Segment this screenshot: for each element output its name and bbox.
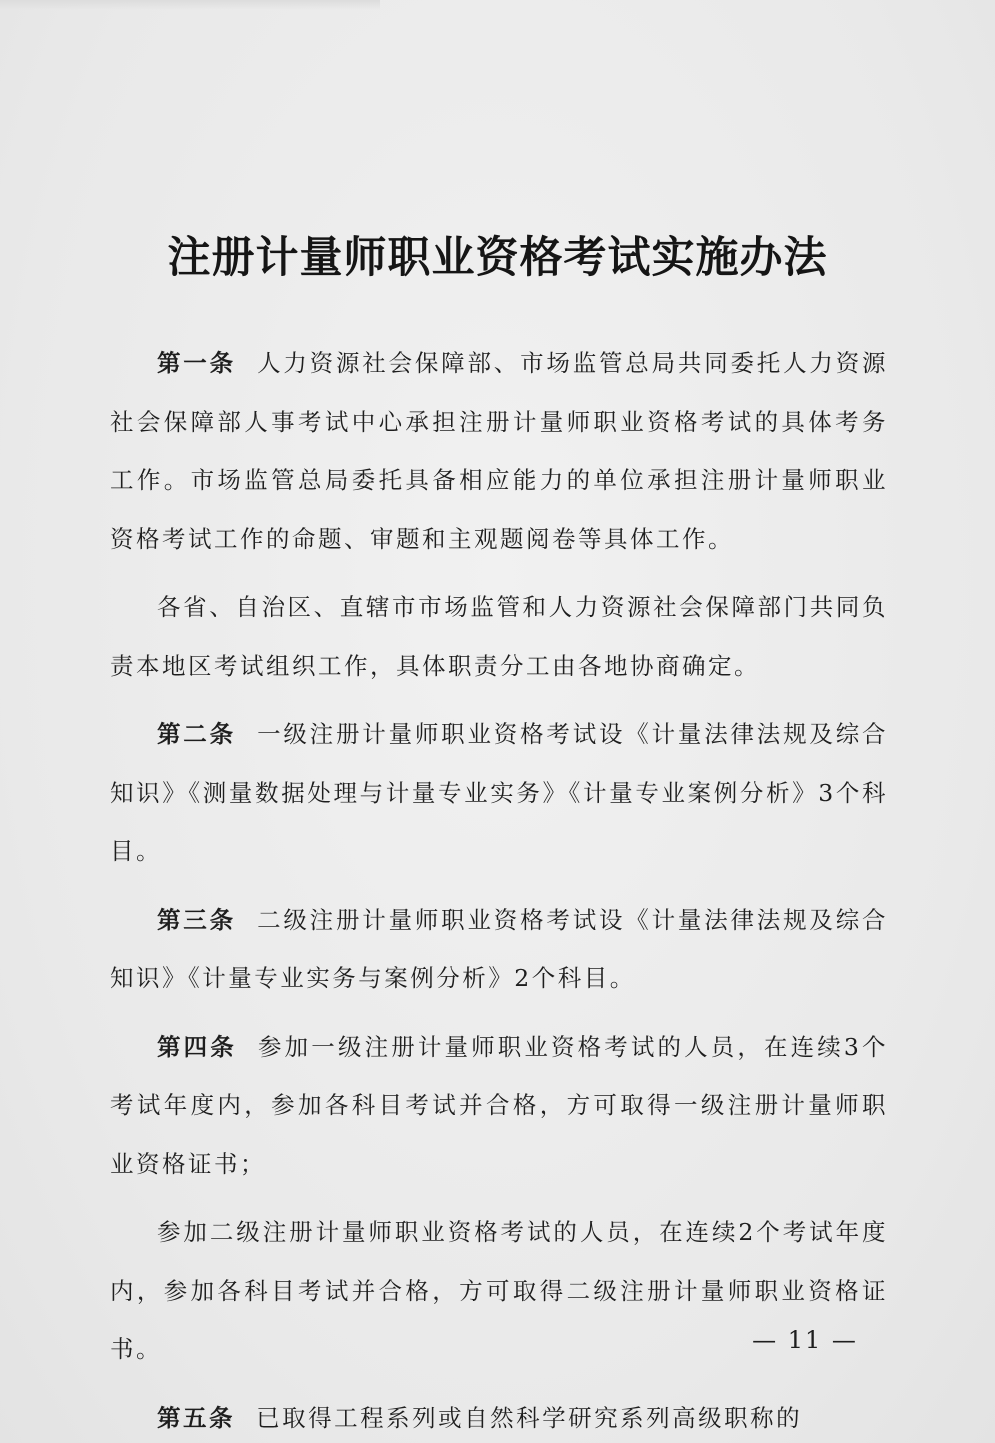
- page-number: — 11 —: [752, 1326, 858, 1354]
- article-2-label: 第二条: [157, 720, 236, 748]
- article-1-text: 人力资源社会保障部、市场监管总局共同委托人力资源社会保障部人事考试中心承担注册计量师职业资格考试的具体考务工作。市场监管总局委托具备相应能力的单位承担注册计量师职业资格考试工作的命题、审题和主观题阅卷等具体工作。: [110, 349, 889, 553]
- article-1-second-paragraph: [110, 578, 888, 695]
- article-5-label: 第五条: [157, 1403, 235, 1432]
- scan-shadow: [0, 0, 380, 10]
- document-title: 注册计量师职业资格考试实施办法: [167, 233, 828, 283]
- article-3-text: 二级注册计量师职业资格考试设《计量法律法规及综合知识》《计量专业实务与案例分析》2个科目。: [110, 905, 889, 992]
- article-4-paragraph: [110, 1018, 888, 1194]
- article-1-second-text: 各省、自治区、直辖市市场监管和人力资源社会保障部门共同负责本地区考试组织工作，具体职责分工由各地协商确定。: [110, 593, 888, 680]
- document-body: [110, 334, 888, 1443]
- article-5-paragraph: [110, 1389, 888, 1443]
- article-5-text: 已取得工程系列或自然科学研究系列高级职称的: [256, 1403, 803, 1432]
- article-4-second-text: 参加二级注册计量师职业资格考试的人员，在连续2个考试年度内，参加各科目考试并合格，方可取得二级注册计量师职业资格证书。: [110, 1218, 888, 1363]
- article-3-paragraph: [110, 891, 888, 1008]
- article-4-text: 参加一级注册计量师职业资格考试的人员，在连续3个考试年度内，参加各科目考试并合格，方可取得一级注册计量师职业资格证书；: [110, 1032, 889, 1178]
- article-4-label: 第四条: [157, 1032, 237, 1061]
- article-2-text: 一级注册计量师职业资格考试设《计量法律法规及综合知识》《测量数据处理与计量专业实务》《计量专业案例分析》3个科目。: [110, 720, 889, 865]
- article-1-label: 第一条: [157, 349, 236, 377]
- article-1-paragraph: [110, 334, 888, 568]
- article-2-paragraph: [110, 705, 888, 881]
- article-3-label: 第三条: [157, 905, 236, 934]
